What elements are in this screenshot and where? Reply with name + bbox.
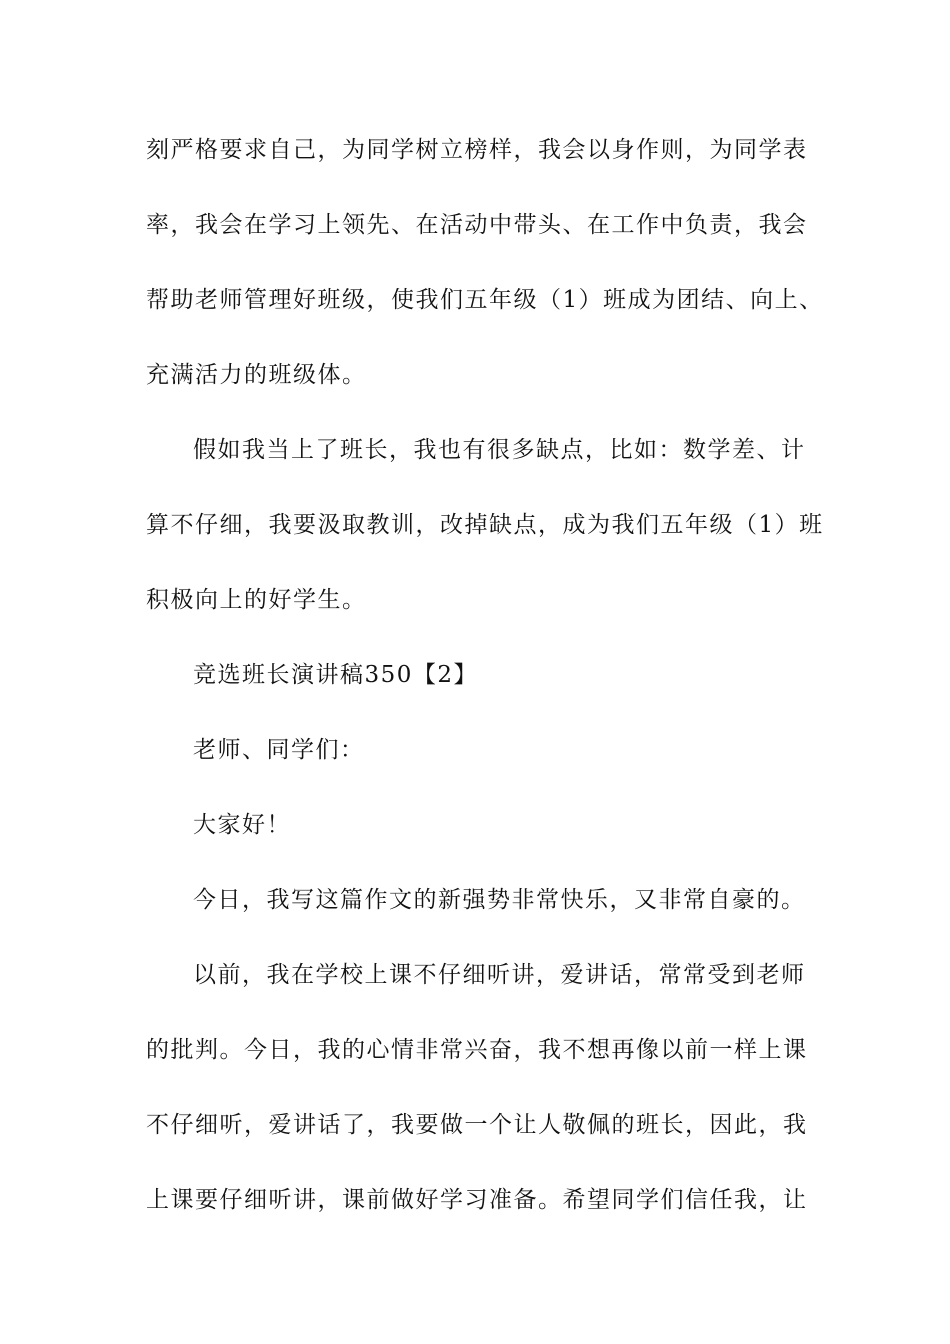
text-line: 率，我会在学习上领先、在活动中带头、在工作中负责，我会 xyxy=(146,212,808,238)
paragraph-start-line: 以前，我在学校上课不仔细听讲，爱讲话，常常受到老师 xyxy=(193,962,806,988)
salutation: 老师、同学们： xyxy=(193,737,365,763)
text-line: 上课要仔细听讲，课前做好学习准备。希望同学们信任我，让 xyxy=(146,1187,808,1213)
greeting: 大家好！ xyxy=(193,812,291,838)
text-line: 的批判。今日，我的心情非常兴奋，我不想再像以前一样上课 xyxy=(146,1037,808,1063)
paragraph-start-line: 今日，我写这篇作文的新强势非常快乐，又非常自豪的。 xyxy=(193,887,806,913)
text-line: 帮助老师管理好班级，使我们五年级（1）班成为团结、向上、 xyxy=(146,287,824,313)
text-line: 积极向上的好学生。 xyxy=(146,587,367,613)
text-line: 不仔细听，爱讲话了，我要做一个让人敬佩的班长，因此，我 xyxy=(146,1112,808,1138)
text-line: 刻严格要求自己，为同学树立榜样，我会以身作则，为同学表 xyxy=(146,137,808,163)
paragraph-start-line: 假如我当上了班长，我也有很多缺点，比如：数学差、计 xyxy=(193,437,806,463)
text-line: 算不仔细，我要汲取教训，改掉缺点，成为我们五年级（1）班 xyxy=(146,512,824,538)
section-heading: 竞选班长演讲稿350【2】 xyxy=(193,662,479,688)
text-line: 充满活力的班级体。 xyxy=(146,362,367,388)
